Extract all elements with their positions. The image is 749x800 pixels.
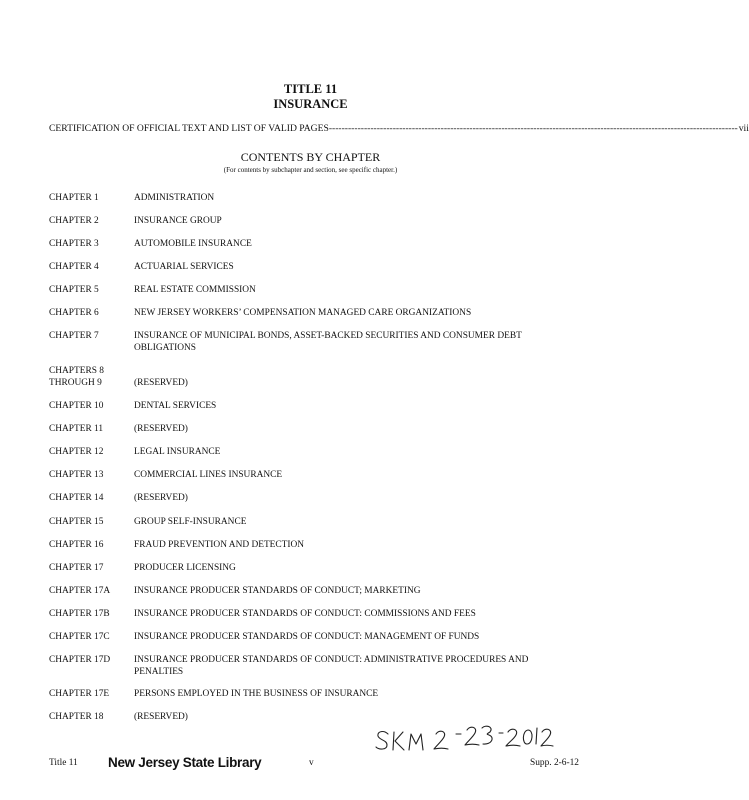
chapter-label: CHAPTER 16 xyxy=(49,540,104,550)
chapter-label: CHAPTER 17E xyxy=(49,689,110,699)
chapter-title: DENTAL SERVICES xyxy=(134,401,217,411)
chapter-label: CHAPTER 13 xyxy=(49,470,104,480)
chapter-title: INSURANCE PRODUCER STANDARDS OF CONDUCT: MANAGEMENT OF FUNDS xyxy=(134,632,480,642)
chapter-title: COMMERCIAL LINES INSURANCE xyxy=(134,470,283,480)
chapter-title: FRAUD PREVENTION AND DETECTION xyxy=(134,540,305,550)
chapter-label: CHAPTER 17C xyxy=(49,632,110,642)
chapter-label: CHAPTER 2 xyxy=(49,216,99,226)
chapter-title: GROUP SELF-INSURANCE xyxy=(134,517,247,527)
chapter-title: INSURANCE GROUP xyxy=(134,216,222,226)
chapter-title: ADMINISTRATION xyxy=(134,193,215,203)
chapter-label: CHAPTER 3 xyxy=(49,239,99,249)
chapter-label: CHAPTER 1 xyxy=(49,193,99,203)
chapter-title: LEGAL INSURANCE xyxy=(134,447,221,457)
page-footer xyxy=(49,756,579,776)
chapter-label: CHAPTER 10 xyxy=(49,401,104,411)
chapter-label: CHAPTER 15 xyxy=(49,517,104,527)
title-block xyxy=(0,82,621,112)
chapter-title: NEW JERSEY WORKERS’ COMPENSATION MANAGED CARE ORGANIZATIONS xyxy=(134,308,472,318)
contents-header xyxy=(0,150,621,175)
chapter-title: (RESERVED) xyxy=(134,424,188,434)
title-name: INSURANCE xyxy=(273,97,348,111)
chapter-label: CHAPTER 12 xyxy=(49,447,104,457)
certification-page: vii xyxy=(738,123,749,134)
chapter-title: (RESERVED) xyxy=(134,712,188,722)
title-number: TITLE 11 xyxy=(283,82,338,96)
chapter-label: CHAPTER 17B xyxy=(49,609,110,619)
chapter-title: (RESERVED) xyxy=(134,493,188,503)
chapter-title: INSURANCE PRODUCER STANDARDS OF CONDUCT: COMMISSIONS AND FEES xyxy=(134,609,476,619)
chapter-title: (RESERVED) xyxy=(134,377,188,388)
chapter-label: CHAPTERS 8 THROUGH 9 xyxy=(49,366,104,388)
dot-leader: -------------------------------------------------------------------------------------------------------------------------------- xyxy=(328,123,738,134)
chapter-title: ACTUARIAL SERVICES xyxy=(134,262,234,272)
chapter-label: CHAPTER 18 xyxy=(49,712,104,722)
handwritten-initials-date xyxy=(374,720,554,756)
certification-line[interactable] xyxy=(49,123,749,135)
contents-title: CONTENTS BY CHAPTER xyxy=(240,150,381,164)
footer-title: Title 11 xyxy=(49,758,78,768)
contents-note: (For contents by subchapter and section, see specific chapter.) xyxy=(223,166,398,174)
chapter-title: INSURANCE PRODUCER STANDARDS OF CONDUCT; MARKETING xyxy=(134,586,421,596)
chapter-label: CHAPTER 17 xyxy=(49,563,104,573)
chapter-title: REAL ESTATE COMMISSION xyxy=(134,285,256,295)
chapter-label: CHAPTER 14 xyxy=(49,493,104,503)
chapter-title: PRODUCER LICENSING xyxy=(134,563,236,573)
supplement-date: Supp. 2-6-12 xyxy=(530,758,579,768)
chapter-label: CHAPTER 7 xyxy=(49,331,99,341)
chapter-label: CHAPTER 6 xyxy=(49,308,99,318)
chapter-label: CHAPTER 17D xyxy=(49,655,111,665)
library-stamp: New Jersey State Library xyxy=(108,754,262,771)
chapter-label: CHAPTER 5 xyxy=(49,285,99,295)
chapter-title: INSURANCE PRODUCER STANDARDS OF CONDUCT: ADMINISTRATIVE PROCEDURES AND PENALTIES xyxy=(134,655,529,677)
certification-label: CERTIFICATION OF OFFICIAL TEXT AND LIST OF VALID PAGES xyxy=(49,123,329,134)
chapter-title: AUTOMOBILE INSURANCE xyxy=(134,239,252,249)
page-number: v xyxy=(309,758,314,768)
chapter-label: CHAPTER 17A xyxy=(49,586,111,596)
chapter-label: CHAPTER 11 xyxy=(49,424,104,434)
chapter-title: INSURANCE OF MUNICIPAL BONDS, ASSET-BACKED SECURITIES AND CONSUMER DEBT OBLIGATIONS xyxy=(134,331,522,353)
chapter-label: CHAPTER 4 xyxy=(49,262,99,272)
chapter-title: PERSONS EMPLOYED IN THE BUSINESS OF INSURANCE xyxy=(134,689,379,699)
